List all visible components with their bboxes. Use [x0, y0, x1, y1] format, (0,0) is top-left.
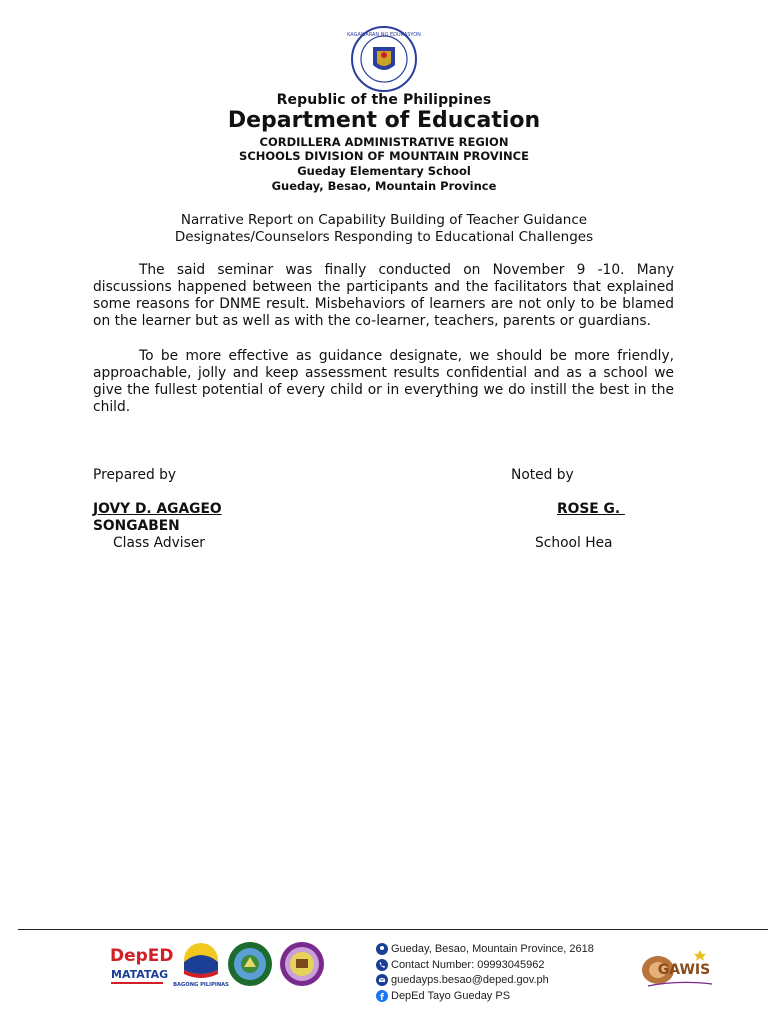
report-title-line-1: Narrative Report on Capability Building of Teacher Guidance [180, 212, 588, 228]
prepared-by-label: Prepared by [93, 467, 177, 483]
division-seal-logo [227, 941, 273, 987]
noted-by-label: Noted by [511, 467, 574, 483]
gawis-logo [638, 942, 718, 990]
bagong-pilipinas-logo [174, 940, 228, 988]
report-paragraph-2: To be more effective as guidance designate, we should be more friendly, approachable, jolly and keep assessment results confidential and as a school we give the fullest potential of every child or in everything we do instill the best in the child. [93, 348, 674, 415]
department-heading: Department of Education [227, 108, 541, 133]
noter-role: School Hea [535, 535, 613, 551]
preparer-name-line-2: SONGABEN [93, 518, 180, 534]
footer-contact-text: Contact Number: 09993045962 [391, 959, 545, 971]
gawis-logo-text: GAWIS [657, 962, 711, 978]
email-icon [376, 974, 388, 986]
noter-name: ROSE G. [557, 501, 625, 517]
report-paragraph-1: The said seminar was finally conducted on November 9 -10. Many discussions happened between the participants and the facilitators that explained some reasons for DNME result. Misbehaviors of learners are not only to be blamed on the learner but as well as with the co-learner, teachers, parents or guardians. [93, 262, 674, 329]
report-title [0, 212, 768, 246]
school-name: Gueday Elementary School [297, 164, 471, 178]
footer-contact [376, 959, 545, 971]
svg-text:KAGAWARAN NG EDUKASYON: KAGAWARAN NG EDUKASYON [347, 32, 421, 38]
bagong-pilipinas-text: BAGONG PILIPINAS [173, 982, 229, 988]
deped-matatag-logo [108, 941, 174, 989]
footer-email[interactable] [376, 974, 549, 986]
deped-logo-text: DepED [110, 946, 174, 966]
footer-facebook-text[interactable]: DepEd Tayo Gueday PS [391, 990, 511, 1002]
footer-address [376, 943, 594, 955]
location-pin-icon [376, 943, 388, 955]
phone-icon [376, 959, 388, 971]
report-title-line-2: Designates/Counselors Responding to Educational Challenges [174, 229, 594, 245]
footer-facebook[interactable] [376, 990, 510, 1002]
preparer-name: JOVY D. AGAGEO [93, 501, 222, 517]
svg-text:f: f [380, 993, 384, 1003]
preparer-role: Class Adviser [113, 535, 205, 551]
footer-email-text[interactable]: guedayps.besao@deped.gov.ph [391, 974, 549, 986]
division-line: SCHOOLS DIVISION OF MOUNTAIN PROVINCE [239, 149, 529, 163]
matatag-logo-text: MATATAG [111, 968, 169, 981]
school-address: Gueday, Besao, Mountain Province [271, 179, 497, 193]
footer-divider [18, 929, 768, 930]
deped-seal-logo [349, 25, 419, 93]
footer-address-text: Gueday, Besao, Mountain Province, 2618 [391, 943, 594, 955]
republic-heading: Republic of the Philippines [276, 92, 492, 108]
facebook-icon [376, 990, 388, 1002]
region-line: CORDILLERA ADMINISTRATIVE REGION [259, 135, 509, 149]
school-seal-logo [278, 941, 326, 987]
